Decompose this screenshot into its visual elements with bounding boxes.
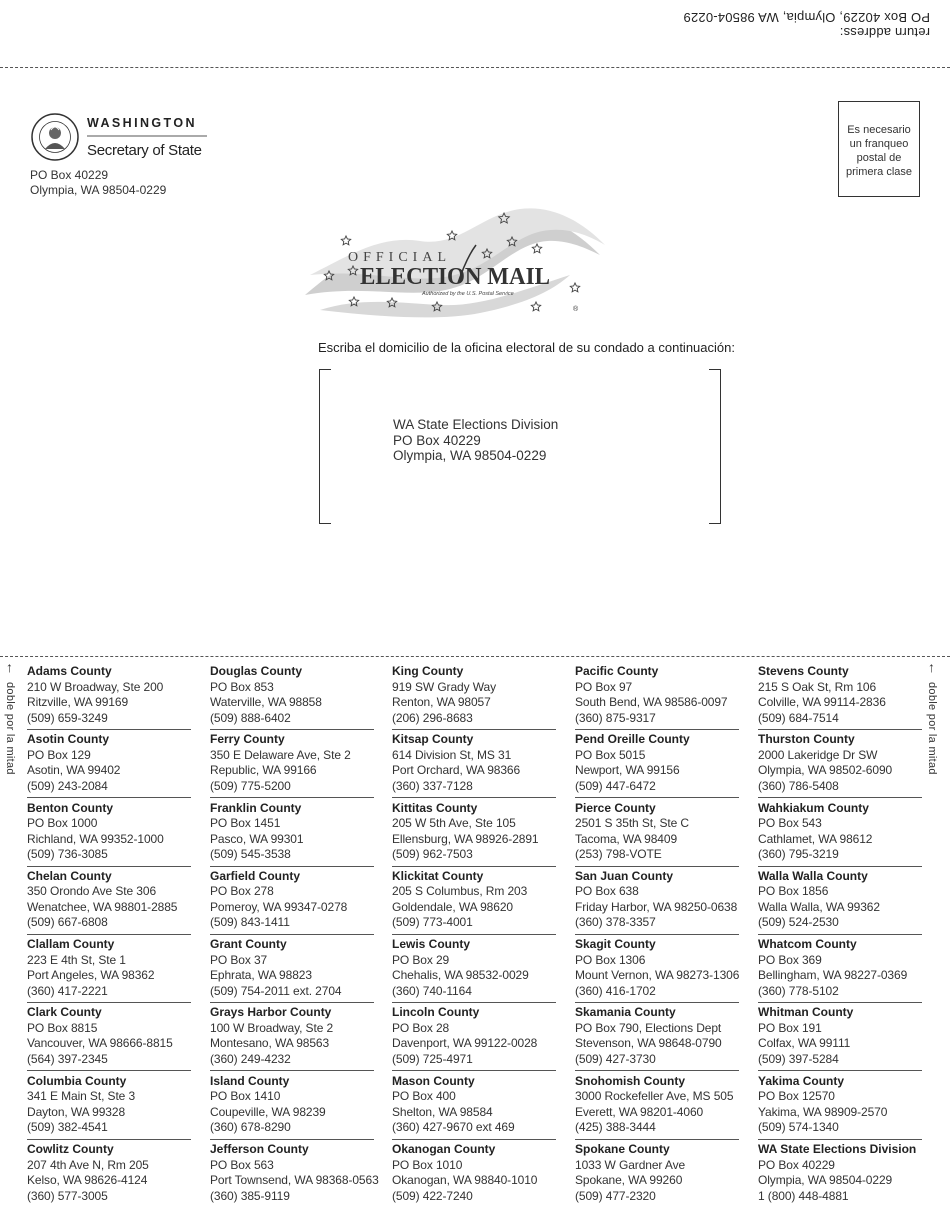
county-name: Clark County xyxy=(27,1005,102,1020)
county-name: Skamania County xyxy=(575,1005,676,1020)
county-address-line1: PO Box 790, Elections Dept xyxy=(575,1020,722,1035)
county-phone: (360) 378-3357 xyxy=(575,915,656,930)
county-entry xyxy=(27,663,191,730)
county-address-line1: PO Box 1410 xyxy=(210,1089,281,1104)
county-entry xyxy=(392,1073,556,1140)
county-address-line2: Ritzville, WA 99169 xyxy=(27,695,129,709)
logo-official-text: OFFICIAL xyxy=(348,250,452,265)
county-name: Chelan County xyxy=(27,868,112,883)
sender-address-line2: Olympia, WA 98504-0229 xyxy=(30,183,167,197)
county-phone: (509) 754-2011 ext. 2704 xyxy=(210,983,342,998)
county-phone: (509) 888-6402 xyxy=(210,710,291,725)
sender-address xyxy=(30,168,166,198)
county-address-line2: Shelton, WA 98584 xyxy=(392,1104,493,1119)
county-entry xyxy=(758,1073,922,1140)
county-phone: (509) 422-7240 xyxy=(392,1188,473,1203)
logo-authorized-text: Authorized by the U.S. Postal Service xyxy=(422,291,514,297)
county-address-line1: PO Box 8815 xyxy=(27,1020,98,1035)
county-address-line2: Mount Vernon, WA 98273-1306 xyxy=(575,968,740,983)
county-column xyxy=(758,663,922,1209)
county-address-line2: Vancouver, WA 98666-8815 xyxy=(27,1036,173,1051)
postage-line1: Es necesario xyxy=(847,124,911,136)
county-name: Yakima County xyxy=(758,1073,845,1088)
county-address-line1: PO Box 1010 xyxy=(392,1157,463,1172)
county-phone: (360) 337-7128 xyxy=(392,778,473,793)
county-address-line1: 223 E 4th St, Ste 1 xyxy=(27,952,126,967)
county-phone: (360) 740-1164 xyxy=(392,983,472,998)
county-address-line1: PO Box 40229 xyxy=(758,1157,835,1172)
county-phone: (509) 684-7514 xyxy=(758,710,839,725)
county-name: Wahkiakum County xyxy=(758,800,869,815)
county-entry xyxy=(210,868,374,935)
county-entry xyxy=(210,663,374,730)
county-address-line1: PO Box 400 xyxy=(392,1089,456,1104)
county-entry xyxy=(210,1004,374,1071)
return-address-line: PO Box 40229, Olympia, WA 98504-0229 xyxy=(683,10,930,25)
county-name: Garfield County xyxy=(210,868,301,883)
county-entry xyxy=(392,1004,556,1071)
county-entry xyxy=(758,800,922,867)
county-name: Mason County xyxy=(392,1073,475,1088)
county-entry xyxy=(575,663,739,730)
county-address-line2: Colfax, WA 99111 xyxy=(758,1036,851,1051)
county-phone: (360) 249-4232 xyxy=(210,1051,291,1066)
county-entry xyxy=(758,868,922,935)
county-name: Whitman County xyxy=(758,1005,854,1020)
county-phone: (360) 417-2221 xyxy=(27,983,108,998)
county-phone: (360) 786-5408 xyxy=(758,778,839,793)
county-address-line2: Coupeville, WA 98239 xyxy=(210,1104,326,1119)
middle-fold-line xyxy=(0,656,950,657)
mailing-address-box xyxy=(319,369,721,524)
logo-election-mail-text: ELECTION MAIL xyxy=(360,264,550,290)
county-address-line2: Okanogan, WA 98840-1010 xyxy=(392,1173,538,1188)
county-address-line2: Goldendale, WA 98620 xyxy=(392,899,513,914)
county-name: Okanogan County xyxy=(392,1142,496,1157)
county-entry xyxy=(575,1073,739,1140)
county-entry xyxy=(27,1004,191,1071)
county-address-line2: Olympia, WA 98502-6090 xyxy=(758,763,893,778)
county-address-line2: Dayton, WA 99328 xyxy=(27,1104,126,1119)
county-entry xyxy=(758,1004,922,1071)
county-phone: (360) 385-9119 xyxy=(210,1188,290,1203)
county-entry xyxy=(27,731,191,798)
county-phone: (425) 388-3444 xyxy=(575,1120,656,1135)
county-address-line2: Waterville, WA 98858 xyxy=(210,695,322,709)
county-phone: (509) 659-3249 xyxy=(27,710,108,725)
county-entry xyxy=(27,936,191,1003)
county-entry xyxy=(210,936,374,1003)
county-phone: (509) 962-7503 xyxy=(392,847,473,862)
county-name: Pierce County xyxy=(575,800,656,815)
county-address-line2: Pasco, WA 99301 xyxy=(210,831,304,846)
county-phone: (509) 775-5200 xyxy=(210,778,291,793)
county-address-line2: Republic, WA 99166 xyxy=(210,763,317,778)
county-name: Ferry County xyxy=(210,732,285,747)
county-name: Spokane County xyxy=(575,1142,670,1157)
return-address xyxy=(620,10,930,40)
county-name: King County xyxy=(392,664,464,678)
top-fold-line xyxy=(0,67,950,68)
state-seal-icon xyxy=(30,112,80,162)
county-name: San Juan County xyxy=(575,868,674,883)
county-entry xyxy=(210,731,374,798)
county-entry xyxy=(575,731,739,798)
return-address-label: return address: xyxy=(839,25,930,40)
county-address-line1: 2000 Lakeridge Dr SW xyxy=(758,747,878,762)
county-entry xyxy=(575,868,739,935)
county-name: Skagit County xyxy=(575,937,656,952)
county-address-line1: PO Box 1306 xyxy=(575,952,646,967)
county-name: Lewis County xyxy=(392,937,471,952)
county-entry xyxy=(210,1141,379,1208)
county-address-line1: PO Box 191 xyxy=(758,1020,822,1035)
county-phone: (360) 875-9317 xyxy=(575,710,656,725)
county-entry xyxy=(210,800,374,867)
county-address-line2: Asotin, WA 99402 xyxy=(27,763,121,778)
county-phone: (206) 296-8683 xyxy=(392,710,473,725)
county-address-line1: 341 E Main St, Ste 3 xyxy=(27,1089,136,1104)
county-column xyxy=(575,663,739,1209)
county-entry xyxy=(392,800,556,867)
county-phone: (509) 382-4541 xyxy=(27,1120,108,1135)
county-entry xyxy=(758,731,922,798)
county-column xyxy=(27,663,191,1209)
county-name: Cowlitz County xyxy=(27,1142,114,1157)
county-phone: (509) 667-6808 xyxy=(27,915,108,930)
county-address-line2: Spokane, WA 99260 xyxy=(575,1173,683,1188)
county-address-line2: Cathlamet, WA 98612 xyxy=(758,831,873,846)
address-bracket-left xyxy=(319,369,331,524)
county-name: Lincoln County xyxy=(392,1005,480,1020)
county-address-line1: PO Box 543 xyxy=(758,816,822,831)
county-phone: (360) 778-5102 xyxy=(758,983,839,998)
county-address-line1: 350 E Delaware Ave, Ste 2 xyxy=(210,747,351,762)
postage-line3: postal de xyxy=(856,152,902,164)
county-entry xyxy=(392,936,556,1003)
county-phone: 1 (800) 448-4881 xyxy=(758,1188,849,1203)
county-address-line2: Newport, WA 99156 xyxy=(575,763,680,778)
county-name: Stevens County xyxy=(758,664,849,678)
header-divider xyxy=(87,135,207,137)
fold-text-right: doble por la mitad xyxy=(926,682,938,775)
county-name: Pend Oreille County xyxy=(575,732,690,747)
county-address-line1: PO Box 97 xyxy=(575,679,633,694)
county-address-line2: Davenport, WA 99122-0028 xyxy=(392,1036,538,1051)
county-name: Walla Walla County xyxy=(758,868,868,883)
county-address-line1: 215 S Oak St, Rm 106 xyxy=(758,679,877,694)
county-name: Columbia County xyxy=(27,1073,127,1088)
county-phone: (509) 524-2530 xyxy=(758,915,839,930)
county-address-line1: PO Box 12570 xyxy=(758,1089,835,1104)
postage-box xyxy=(838,101,920,197)
mailing-address-line2: PO Box 40229 xyxy=(393,432,481,448)
county-name: Whatcom County xyxy=(758,937,857,952)
county-address-line2: South Bend, WA 98586-0097 xyxy=(575,695,728,709)
county-address-line2: Chehalis, WA 98532-0029 xyxy=(392,968,529,983)
county-phone: (564) 397-2345 xyxy=(27,1051,108,1066)
county-address-line1: PO Box 5015 xyxy=(575,747,646,762)
county-address-line1: PO Box 1000 xyxy=(27,816,98,831)
county-entry xyxy=(392,868,556,935)
address-bracket-right xyxy=(709,369,721,524)
county-phone: (509) 736-3085 xyxy=(27,847,108,862)
county-column xyxy=(392,663,556,1209)
county-address-line2: Olympia, WA 98504-0229 xyxy=(758,1173,893,1188)
county-address-line1: 1033 W Gardner Ave xyxy=(575,1157,686,1172)
county-address-line2: Richland, WA 99352-1000 xyxy=(27,831,164,846)
county-phone: (509) 477-2320 xyxy=(575,1188,656,1203)
office-wordmark: Secretary of State xyxy=(87,142,202,159)
county-phone: (360) 795-3219 xyxy=(758,847,839,862)
county-address-line2: Walla Walla, WA 99362 xyxy=(758,899,880,914)
county-address-line2: Wenatchee, WA 98801-2885 xyxy=(27,899,178,914)
county-address-line1: 205 S Columbus, Rm 203 xyxy=(392,884,528,899)
county-address-line1: PO Box 278 xyxy=(210,884,274,899)
county-address-line1: 205 W 5th Ave, Ste 105 xyxy=(392,816,516,831)
county-entry xyxy=(27,868,191,935)
county-name: Grant County xyxy=(210,937,287,952)
county-phone: (509) 725-4971 xyxy=(392,1051,473,1066)
mailing-address-line1: WA State Elections Division xyxy=(393,417,559,432)
county-name: Franklin County xyxy=(210,800,302,815)
county-phone: (509) 397-5284 xyxy=(758,1051,839,1066)
county-name: Asotin County xyxy=(27,732,109,747)
up-arrow-icon: ↑ xyxy=(928,659,936,675)
county-address-line1: 207 4th Ave N, Rm 205 xyxy=(27,1157,149,1172)
county-entry xyxy=(758,1141,922,1208)
county-address-line2: Kelso, WA 98626-4124 xyxy=(27,1173,148,1188)
washington-wordmark: WASHINGTON xyxy=(87,116,197,130)
county-phone: (509) 427-3730 xyxy=(575,1051,656,1066)
county-address-line2: Everett, WA 98201-4060 xyxy=(575,1104,704,1119)
county-entry xyxy=(575,1141,739,1208)
county-phone: (253) 798-VOTE xyxy=(575,847,662,862)
county-name: Island County xyxy=(210,1073,290,1088)
county-name: Grays Harbor County xyxy=(210,1005,332,1020)
county-address-line2: Port Townsend, WA 98368-0563 xyxy=(210,1173,379,1188)
county-address-line1: PO Box 1451 xyxy=(210,816,281,831)
postage-line4: primera clase xyxy=(845,166,913,178)
county-name: Adams County xyxy=(27,664,112,678)
postage-line2: un franqueo xyxy=(849,138,909,150)
county-phone: (360) 678-8290 xyxy=(210,1120,291,1135)
county-phone: (509) 243-2084 xyxy=(27,778,108,793)
county-address-line1: PO Box 1856 xyxy=(758,884,829,899)
county-address-line1: PO Box 369 xyxy=(758,952,822,967)
county-address-line1: 350 Orondo Ave Ste 306 xyxy=(27,884,157,899)
county-phone: (509) 545-3538 xyxy=(210,847,291,862)
county-entry xyxy=(758,936,922,1003)
county-phone: (509) 773-4001 xyxy=(392,915,473,930)
county-address-line2: Ellensburg, WA 98926-2891 xyxy=(392,831,539,846)
county-name: WA State Elections Division xyxy=(758,1142,917,1157)
county-entry xyxy=(575,936,739,1003)
county-entry xyxy=(210,1073,374,1140)
county-phone: (360) 427-9670 ext 469 xyxy=(392,1120,515,1135)
county-name: Klickitat County xyxy=(392,868,484,883)
county-name: Benton County xyxy=(27,800,113,815)
county-name: Pacific County xyxy=(575,664,659,678)
county-address-line2: Bellingham, WA 98227-0369 xyxy=(758,968,908,983)
county-address-line1: 100 W Broadway, Ste 2 xyxy=(210,1020,334,1035)
county-address-line2: Port Orchard, WA 98366 xyxy=(392,763,521,778)
county-phone: (509) 574-1340 xyxy=(758,1120,839,1135)
county-address-line1: PO Box 37 xyxy=(210,952,268,967)
county-address-line2: Yakima, WA 98909-2570 xyxy=(758,1104,888,1119)
county-name: Kittitas County xyxy=(392,800,478,815)
logo-registered-mark: ® xyxy=(573,306,579,313)
county-entry xyxy=(27,1073,191,1140)
county-address-line1: PO Box 638 xyxy=(575,884,639,899)
county-address-line1: PO Box 129 xyxy=(27,747,91,762)
county-address-line1: 614 Division St, MS 31 xyxy=(392,747,512,762)
county-phone: (360) 577-3005 xyxy=(27,1188,108,1203)
county-address-line1: 919 SW Grady Way xyxy=(392,679,496,694)
county-address-line1: 210 W Broadway, Ste 200 xyxy=(27,679,164,694)
county-address-line2: Renton, WA 98057 xyxy=(392,695,491,709)
county-address-line1: PO Box 28 xyxy=(392,1020,450,1035)
county-phone: (509) 843-1411 xyxy=(210,915,290,930)
county-address-line2: Tacoma, WA 98409 xyxy=(575,831,678,846)
county-address-line1: 2501 S 35th St, Ste C xyxy=(575,816,689,831)
county-address-line2: Pomeroy, WA 99347-0278 xyxy=(210,899,348,914)
county-address-line2: Friday Harbor, WA 98250-0638 xyxy=(575,899,738,914)
county-address-line2: Stevenson, WA 98648-0790 xyxy=(575,1036,722,1051)
county-entry xyxy=(575,800,739,867)
instruction-text: Escriba el domicilio de la oficina electoral de su condado a continuación: xyxy=(318,340,735,355)
county-address-line2: Port Angeles, WA 98362 xyxy=(27,968,155,983)
county-entry xyxy=(392,1141,556,1208)
county-address-line2: Montesano, WA 98563 xyxy=(210,1036,330,1051)
sender-address-line1: PO Box 40229 xyxy=(30,168,109,182)
county-address-line1: PO Box 29 xyxy=(392,952,450,967)
county-name: Jefferson County xyxy=(210,1142,309,1157)
county-entry xyxy=(758,663,922,730)
mailing-address-line3: Olympia, WA 98504-0229 xyxy=(393,448,547,463)
county-entry xyxy=(575,1004,739,1071)
county-address-line1: 3000 Rockefeller Ave, MS 505 xyxy=(575,1089,734,1104)
county-entry xyxy=(27,800,191,867)
county-name: Thurston County xyxy=(758,732,855,747)
county-address-line2: Colville, WA 99114-2836 xyxy=(758,695,886,709)
county-phone: (360) 416-1702 xyxy=(575,983,656,998)
county-name: Douglas County xyxy=(210,664,302,678)
county-column xyxy=(210,663,379,1209)
up-arrow-icon: ↑ xyxy=(6,659,14,675)
mailing-address xyxy=(393,417,558,464)
county-name: Snohomish County xyxy=(575,1073,685,1088)
county-phone: (509) 447-6472 xyxy=(575,778,656,793)
official-election-mail-logo xyxy=(300,205,610,325)
county-address-line2: Ephrata, WA 98823 xyxy=(210,968,312,983)
county-address-line1: PO Box 563 xyxy=(210,1157,274,1172)
county-address-line1: PO Box 853 xyxy=(210,679,274,694)
county-entry xyxy=(392,731,556,798)
county-name: Clallam County xyxy=(27,937,115,952)
county-entry xyxy=(392,663,556,730)
fold-text-left: doble por la mitad xyxy=(4,682,16,775)
county-entry xyxy=(27,1141,191,1208)
county-name: Kitsap County xyxy=(392,732,474,747)
